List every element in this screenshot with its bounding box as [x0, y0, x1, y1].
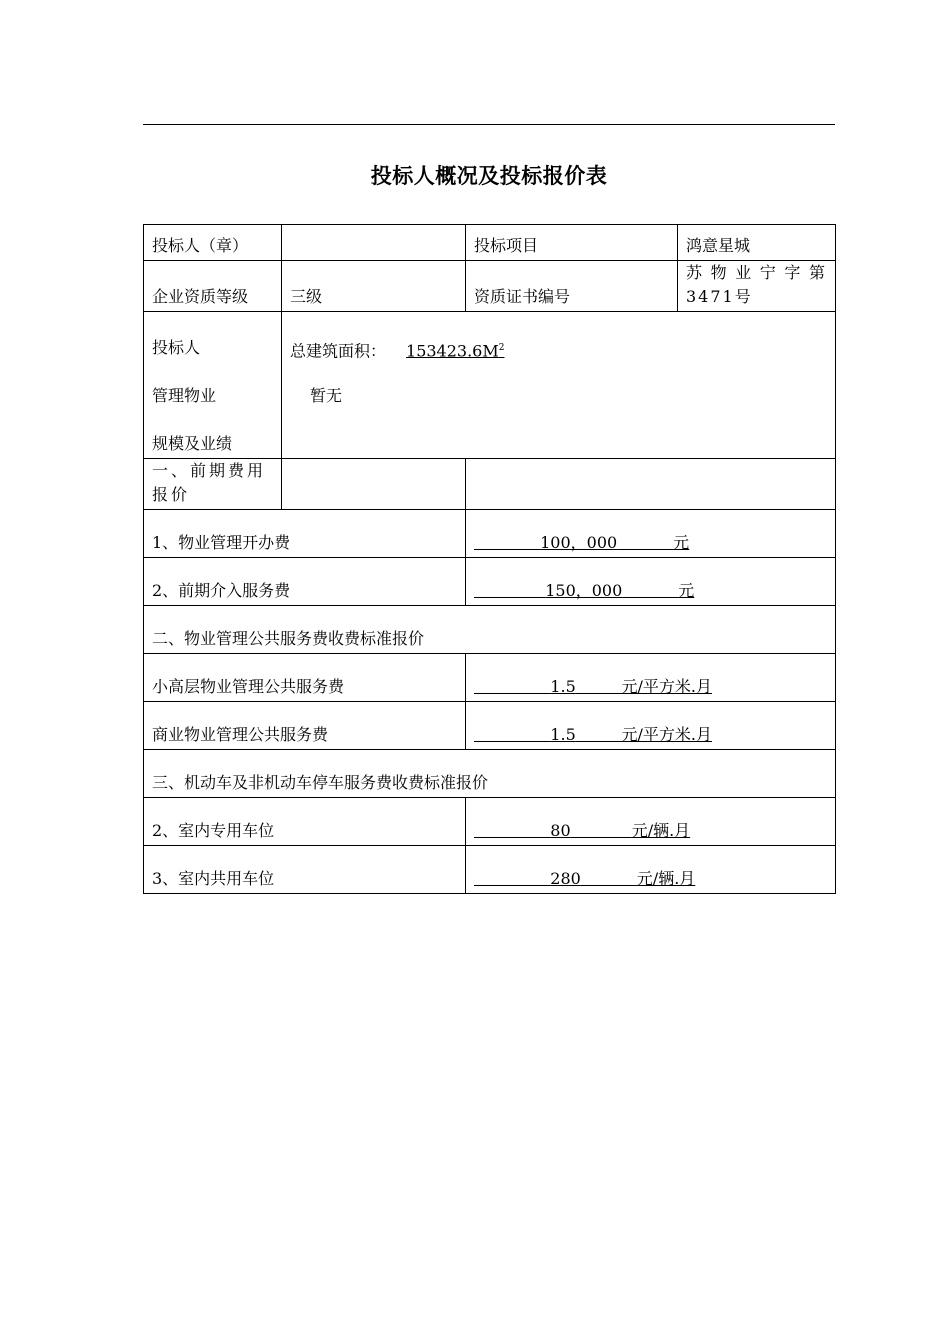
item-amount-cell	[466, 702, 836, 750]
project-label: 投标项目	[466, 225, 678, 261]
row-bidder	[144, 225, 836, 261]
experience-label	[144, 312, 282, 459]
row-experience	[144, 312, 836, 459]
amount-field: 280 元/辆.月	[550, 869, 696, 888]
amount-field: 100，000 元	[540, 533, 690, 552]
section-2-header	[144, 606, 836, 654]
amount-unit: 元/平方米.月	[621, 725, 713, 744]
line-item-row	[144, 558, 836, 606]
document-title: 投标人概况及投标报价表	[370, 163, 608, 188]
area-label: 总建筑面积：	[290, 341, 387, 361]
amount-unit: 元	[678, 581, 695, 600]
amount-field: 80 元/辆.月	[550, 821, 691, 840]
experience-label-line: 投标人	[152, 338, 201, 357]
amount-unit: 元	[673, 533, 690, 552]
line-item-row	[144, 510, 836, 558]
item-label: 2、室内专用车位	[144, 798, 466, 846]
amount-field: 1.5 元/平方米.月	[550, 677, 713, 696]
qualification-value: 三级	[282, 261, 466, 312]
section-1-title: 一、前期费用报价	[144, 459, 282, 510]
area-line	[290, 336, 827, 384]
experience-content	[282, 312, 836, 459]
experience-label-line: 管理物业	[152, 386, 217, 405]
experience-label-line: 规模及业绩	[152, 434, 233, 453]
header-rule	[143, 124, 835, 125]
item-label: 小高层物业管理公共服务费	[144, 654, 466, 702]
certificate-value: 苏物业宁字第3471号	[678, 261, 836, 312]
bidder-label: 投标人（章）	[144, 225, 282, 261]
item-label: 商业物业管理公共服务费	[144, 702, 466, 750]
item-amount-cell	[466, 798, 836, 846]
qualification-label: 企业资质等级	[144, 261, 282, 312]
bid-form-table	[143, 224, 836, 894]
item-label: 2、前期介入服务费	[144, 558, 466, 606]
blank-cell	[282, 459, 466, 510]
line-item-row	[144, 702, 836, 750]
area-value: $153423.6M^2$	[406, 341, 505, 361]
area-unit-superscript: 2	[498, 343, 505, 353]
amount-field: 150，000 元	[545, 581, 695, 600]
item-amount-cell	[466, 654, 836, 702]
item-amount-cell	[466, 510, 836, 558]
bidder-value	[282, 225, 466, 261]
amount-unit: 元/辆.月	[631, 821, 691, 840]
line-item-row	[144, 846, 836, 894]
section-1-header	[144, 459, 836, 510]
item-amount-cell	[466, 846, 836, 894]
item-label: 1、物业管理开办费	[144, 510, 466, 558]
project-value: 鸿意星城	[678, 225, 836, 261]
amount-unit: 元/平方米.月	[621, 677, 713, 696]
section-2-title: 二、物业管理公共服务费收费标准报价	[144, 606, 836, 654]
section-3-title: 三、机动车及非机动车停车服务费收费标准报价	[144, 750, 836, 798]
amount-field: 1.5 元/平方米.月	[550, 725, 713, 744]
section-3-header	[144, 750, 836, 798]
performance-value: 暂无	[310, 386, 343, 405]
certificate-label: 资质证书编号	[466, 261, 678, 312]
blank-cell	[466, 459, 836, 510]
line-item-row	[144, 654, 836, 702]
item-amount-cell	[466, 558, 836, 606]
amount-unit: 元/辆.月	[636, 869, 696, 888]
row-qualification	[144, 261, 836, 312]
item-label: 3、室内共用车位	[144, 846, 466, 894]
line-item-row	[144, 798, 836, 846]
